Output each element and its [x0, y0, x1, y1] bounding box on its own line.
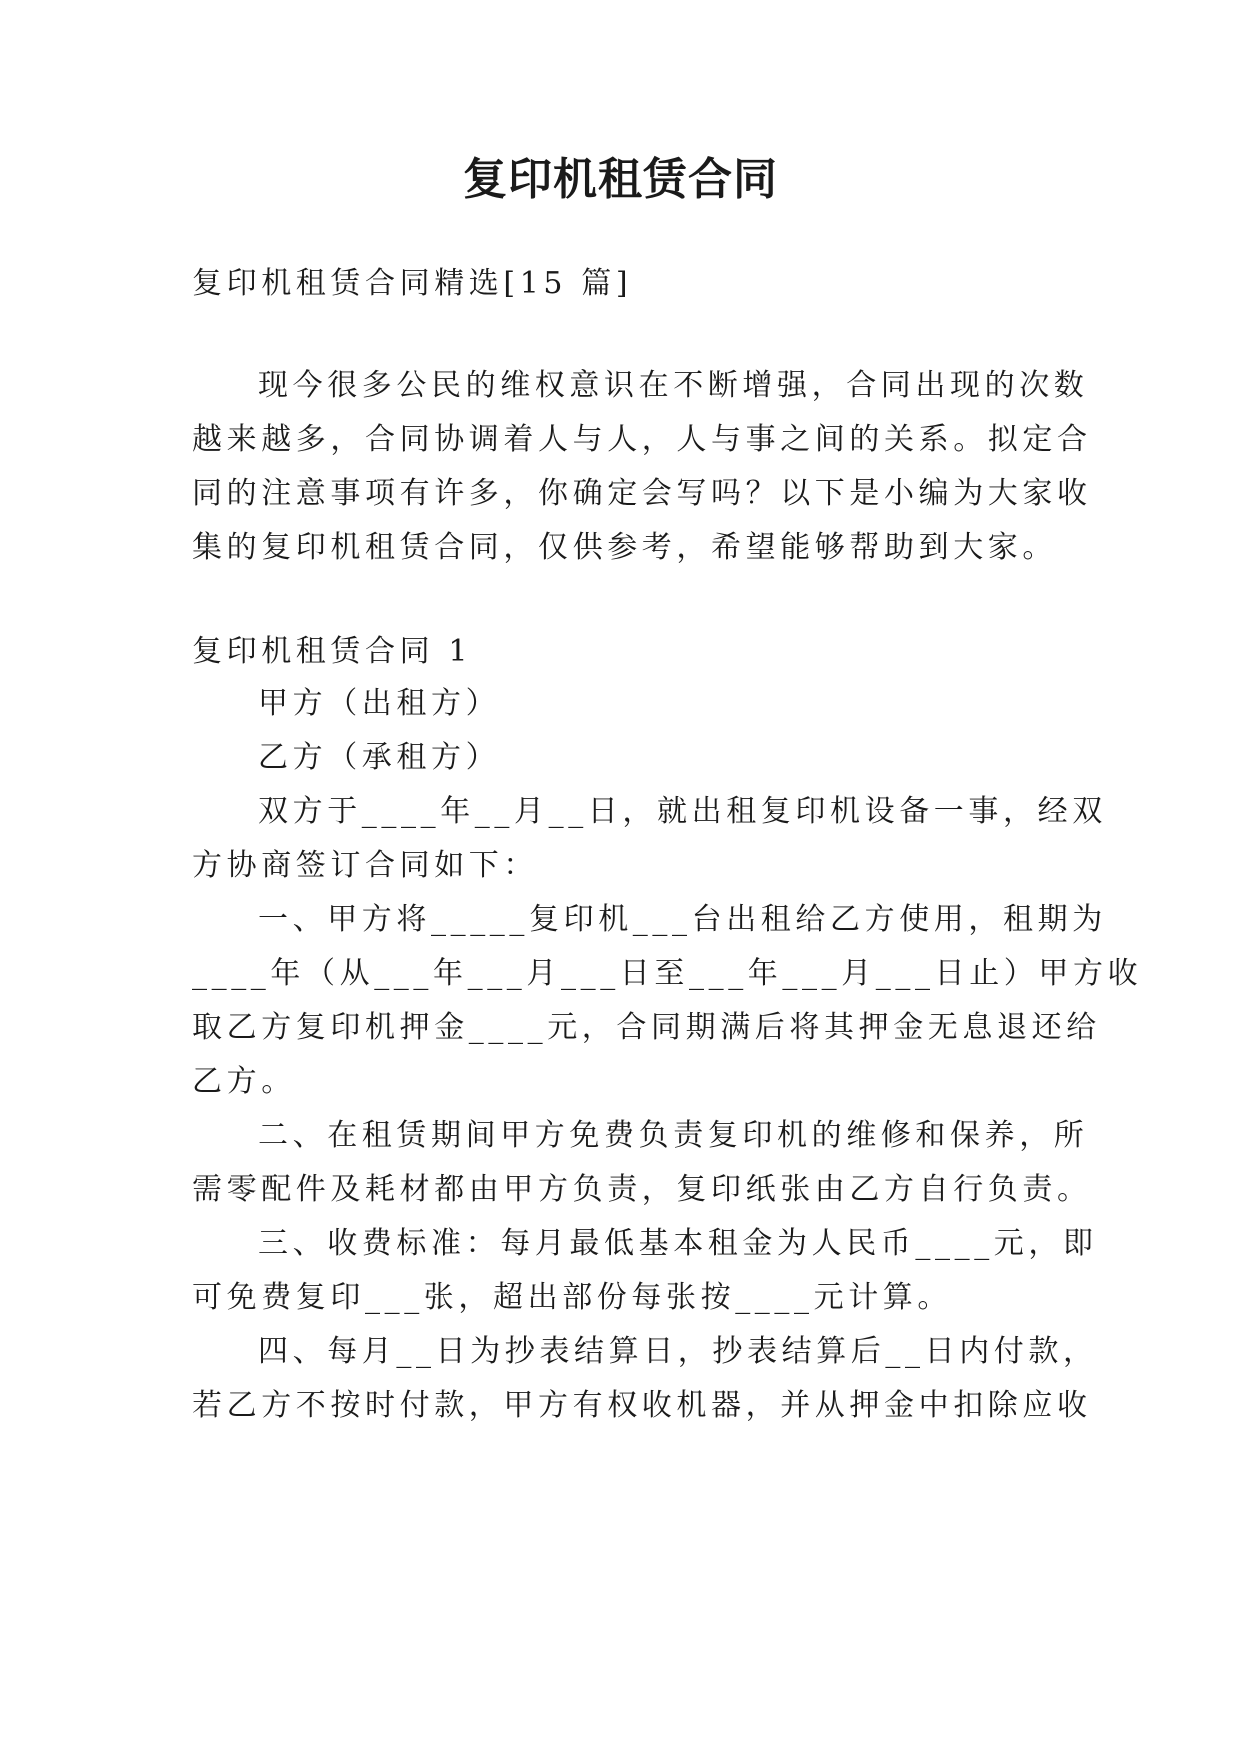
party-b-line: 乙方（承租方） [258, 740, 501, 775]
clause-line: 双方于____年__月__日，就出租复印机设备一事，经双 [258, 794, 1107, 829]
clause-line: 四、每月__日为抄表结算日，抄表结算后__日内付款， [258, 1334, 1098, 1369]
clause-line: 取乙方复印机押金____元，合同期满后将其押金无息退还给 [192, 1010, 1101, 1045]
party-a-line: 甲方（出租方） [258, 686, 501, 721]
intro-line: 越来越多，合同协调着人与人，人与事之间的关系。拟定合 [192, 422, 1092, 457]
clause-line: 若乙方不按时付款，甲方有权收机器，并从押金中扣除应收 [192, 1388, 1092, 1423]
document-subtitle: 复印机租赁合同精选[15 篇] [192, 266, 633, 301]
clause-line: 二、在租赁期间甲方免费负责复印机的维修和保养，所 [258, 1118, 1089, 1153]
clause-line: ____年（从___年___月___日至___年___月___日止）甲方收 [192, 956, 1143, 991]
clause-line: 需零配件及耗材都由甲方负责，复印纸张由乙方自行负责。 [192, 1172, 1092, 1207]
clause-line: 乙方。 [192, 1064, 296, 1099]
intro-line: 现今很多公民的维权意识在不断增强，合同出现的次数 [258, 368, 1089, 403]
section-heading: 复印机租赁合同 1 [192, 634, 473, 669]
clause-line: 一、甲方将_____复印机___台出租给乙方使用，租期为 [258, 902, 1107, 937]
clause-line: 方协商签订合同如下： [192, 848, 538, 883]
intro-line: 同的注意事项有许多，你确定会写吗？以下是小编为大家收 [192, 476, 1092, 511]
clause-line: 三、收费标准：每月最低基本租金为人民币____元，即 [258, 1226, 1098, 1261]
intro-line: 集的复印机租赁合同，仅供参考，希望能够帮助到大家。 [192, 530, 1057, 565]
clause-line: 可免费复印___张，超出部份每张按____元计算。 [192, 1280, 952, 1315]
document-title: 复印机租赁合同 [463, 154, 778, 205]
